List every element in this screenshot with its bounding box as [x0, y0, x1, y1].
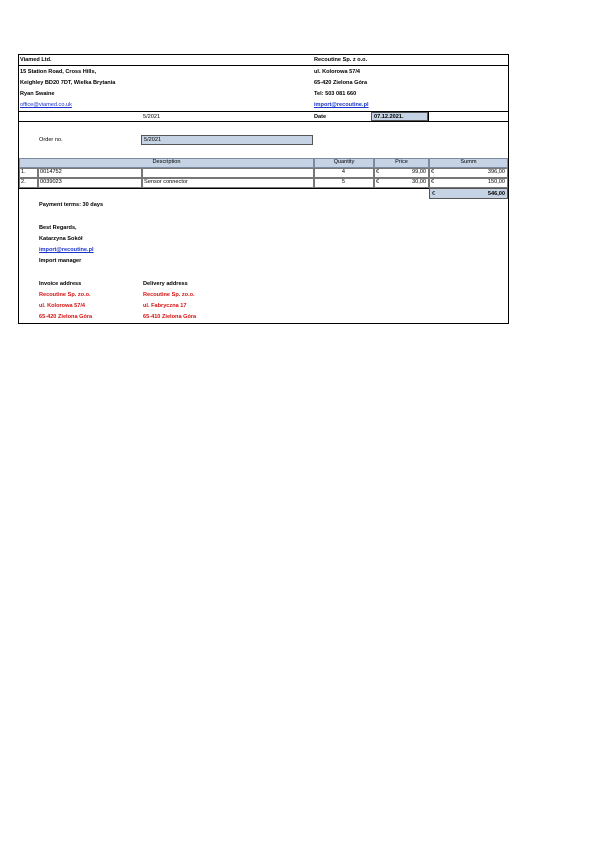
- delivery-address-line: Recoutine Sp. zo.o.: [143, 292, 195, 298]
- item-sum: 150,00: [487, 179, 505, 185]
- date-field[interactable]: [371, 112, 428, 121]
- delivery-address-line: ul. Fabryczna 17: [143, 303, 187, 309]
- order-sheet: [18, 54, 509, 324]
- column-header-description: Description: [19, 158, 314, 168]
- signer-email-link[interactable]: import@recoutine.pl: [39, 247, 94, 253]
- row-number: 2.: [19, 178, 38, 188]
- buyer-phone: Tel: 503 081 660: [314, 91, 357, 97]
- delivery-address-label: Delivery address: [143, 281, 188, 287]
- invoice-address-label: Invoice address: [39, 281, 82, 287]
- invoice-address-line: 65-420 Zielona Góra: [39, 314, 93, 320]
- sum-cell: [429, 178, 508, 188]
- currency-symbol: €: [431, 179, 435, 185]
- buyer-address-2: 65-420 Zielona Góra: [314, 80, 368, 86]
- seller-contact: Ryan Swaine: [20, 91, 55, 97]
- invoice-address-line: Recoutine Sp. zo.o.: [39, 292, 91, 298]
- item-code: 0014752: [38, 168, 142, 178]
- delivery-address-line: 65-410 Zielona Góra: [143, 314, 197, 320]
- price-cell: [374, 178, 429, 188]
- regards: Best Regards,: [39, 225, 77, 231]
- currency-symbol: €: [431, 169, 435, 175]
- seller-address-1: 15 Station Road, Cross Hills,: [20, 69, 97, 75]
- item-price: 99,00: [412, 169, 426, 175]
- date-value: 07.12.2021.: [374, 114, 404, 120]
- order-reference: 5/2021: [143, 114, 161, 120]
- buyer-email-link[interactable]: import@recoutine.pl: [314, 102, 369, 108]
- currency-symbol: €: [376, 169, 380, 175]
- total-cell: [429, 188, 508, 199]
- price-cell: [374, 168, 429, 178]
- divider: [19, 111, 508, 112]
- divider: [19, 188, 429, 189]
- item-price: 30,00: [412, 179, 426, 185]
- item-sum: 396,00: [487, 169, 505, 175]
- item-code: 0039023: [38, 178, 142, 188]
- currency-symbol: €: [432, 191, 436, 197]
- payment-terms: Payment terms: 30 days: [39, 202, 104, 208]
- seller-name: Viamed Ltd.: [20, 57, 52, 63]
- date-label: Date: [314, 114, 327, 120]
- order-no-field[interactable]: [141, 135, 313, 145]
- order-no-label: Order no.: [39, 137, 63, 143]
- column-header-quantity: Quantity: [314, 158, 374, 168]
- currency-symbol: €: [376, 179, 380, 185]
- buyer-address-1: ul. Kolorowa 57/4: [314, 69, 361, 75]
- divider: [19, 65, 508, 66]
- row-number: 1.: [19, 168, 38, 178]
- order-no-value: 5/2021: [144, 137, 162, 143]
- total-amount: 546,00: [487, 191, 505, 197]
- item-quantity: 4: [314, 168, 374, 178]
- invoice-address-line: ul. Kolorowa 57/4: [39, 303, 86, 309]
- item-description: [142, 168, 314, 178]
- sum-cell: [429, 168, 508, 178]
- divider: [19, 121, 508, 122]
- seller-email-link[interactable]: office@viamed.co.uk: [20, 102, 72, 108]
- seller-address-2: Keighley BD20 7DT, Wielka Brytania: [20, 80, 116, 86]
- item-description: Sensor connector: [142, 178, 314, 188]
- signer-role: Import manager: [39, 258, 82, 264]
- column-header-summ: Summ: [429, 158, 508, 168]
- item-quantity: 5: [314, 178, 374, 188]
- buyer-name: Recoutine Sp. z o.o.: [314, 57, 368, 63]
- signer-name: Katarzyna Sokół: [39, 236, 83, 242]
- column-header-price: Price: [374, 158, 429, 168]
